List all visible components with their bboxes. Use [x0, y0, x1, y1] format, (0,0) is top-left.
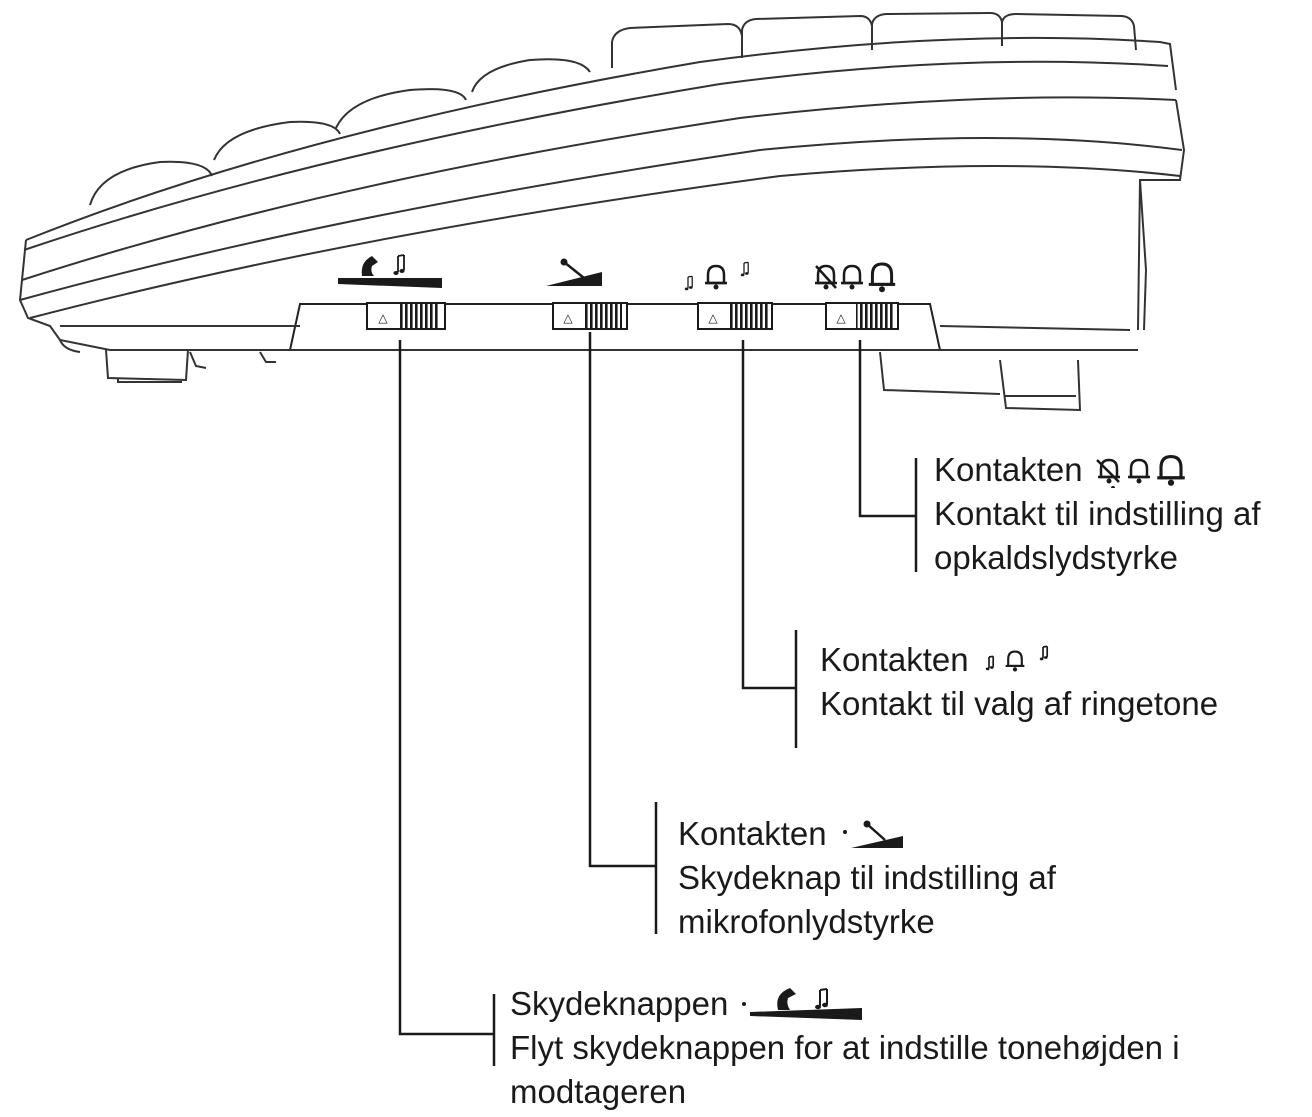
- callout-title: Kontakten: [820, 641, 969, 678]
- note-bell-note-icon: [979, 642, 1059, 678]
- callout-microphone: [678, 812, 1056, 944]
- callout-receiver-tone: [510, 982, 1180, 1114]
- switch-marker: △: [378, 311, 388, 325]
- bell-volume-icon: [1093, 452, 1193, 488]
- callout-title: Kontakten: [678, 815, 827, 852]
- callout-line2: Skydeknap til indstilling af: [678, 859, 1056, 896]
- leader-microphone: [590, 332, 656, 866]
- leader-receiver-tone: [400, 340, 494, 1034]
- leader-ringtone: [743, 340, 796, 688]
- leader-ringer-volume: [860, 340, 916, 516]
- switch-panel: [367, 303, 898, 329]
- ringer-volume-switch[interactable]: [826, 303, 898, 329]
- callout-ringtone: [820, 638, 1218, 726]
- callout-title: Kontakten: [934, 451, 1083, 488]
- microphone-ramp-icon: [837, 816, 907, 852]
- ringtone-switch[interactable]: [698, 303, 772, 329]
- callout-ringer-volume: [934, 448, 1261, 580]
- callout-line3: modtageren: [510, 1073, 687, 1110]
- callout-line3: opkaldslydstyrke: [934, 539, 1178, 576]
- callout-line3: mikrofonlydstyrke: [678, 903, 935, 940]
- callout-line2: Kontakt til indstilling af: [934, 495, 1261, 532]
- switch-marker: △: [708, 311, 718, 325]
- callout-title: Skydeknappen: [510, 985, 729, 1022]
- note-bell-note-icons: [685, 262, 749, 290]
- switch-marker: △: [836, 311, 846, 325]
- receiver-tone-slider[interactable]: [367, 303, 445, 329]
- telephone-body: [20, 13, 1184, 410]
- switch-marker: △: [563, 311, 573, 325]
- bell-volume-icons: [815, 264, 895, 292]
- microphone-slider[interactable]: [553, 303, 627, 329]
- callout-line2: Kontakt til valg af ringetone: [820, 685, 1219, 722]
- top-keys: [90, 13, 1136, 205]
- microphone-ramp-icon: [546, 259, 602, 287]
- handset-note-ramp-icon: [738, 984, 868, 1024]
- callout-line2: Flyt skydeknappen for at indstille tonehøjden i: [510, 1029, 1180, 1066]
- handset-note-ramp-icon: [338, 255, 442, 288]
